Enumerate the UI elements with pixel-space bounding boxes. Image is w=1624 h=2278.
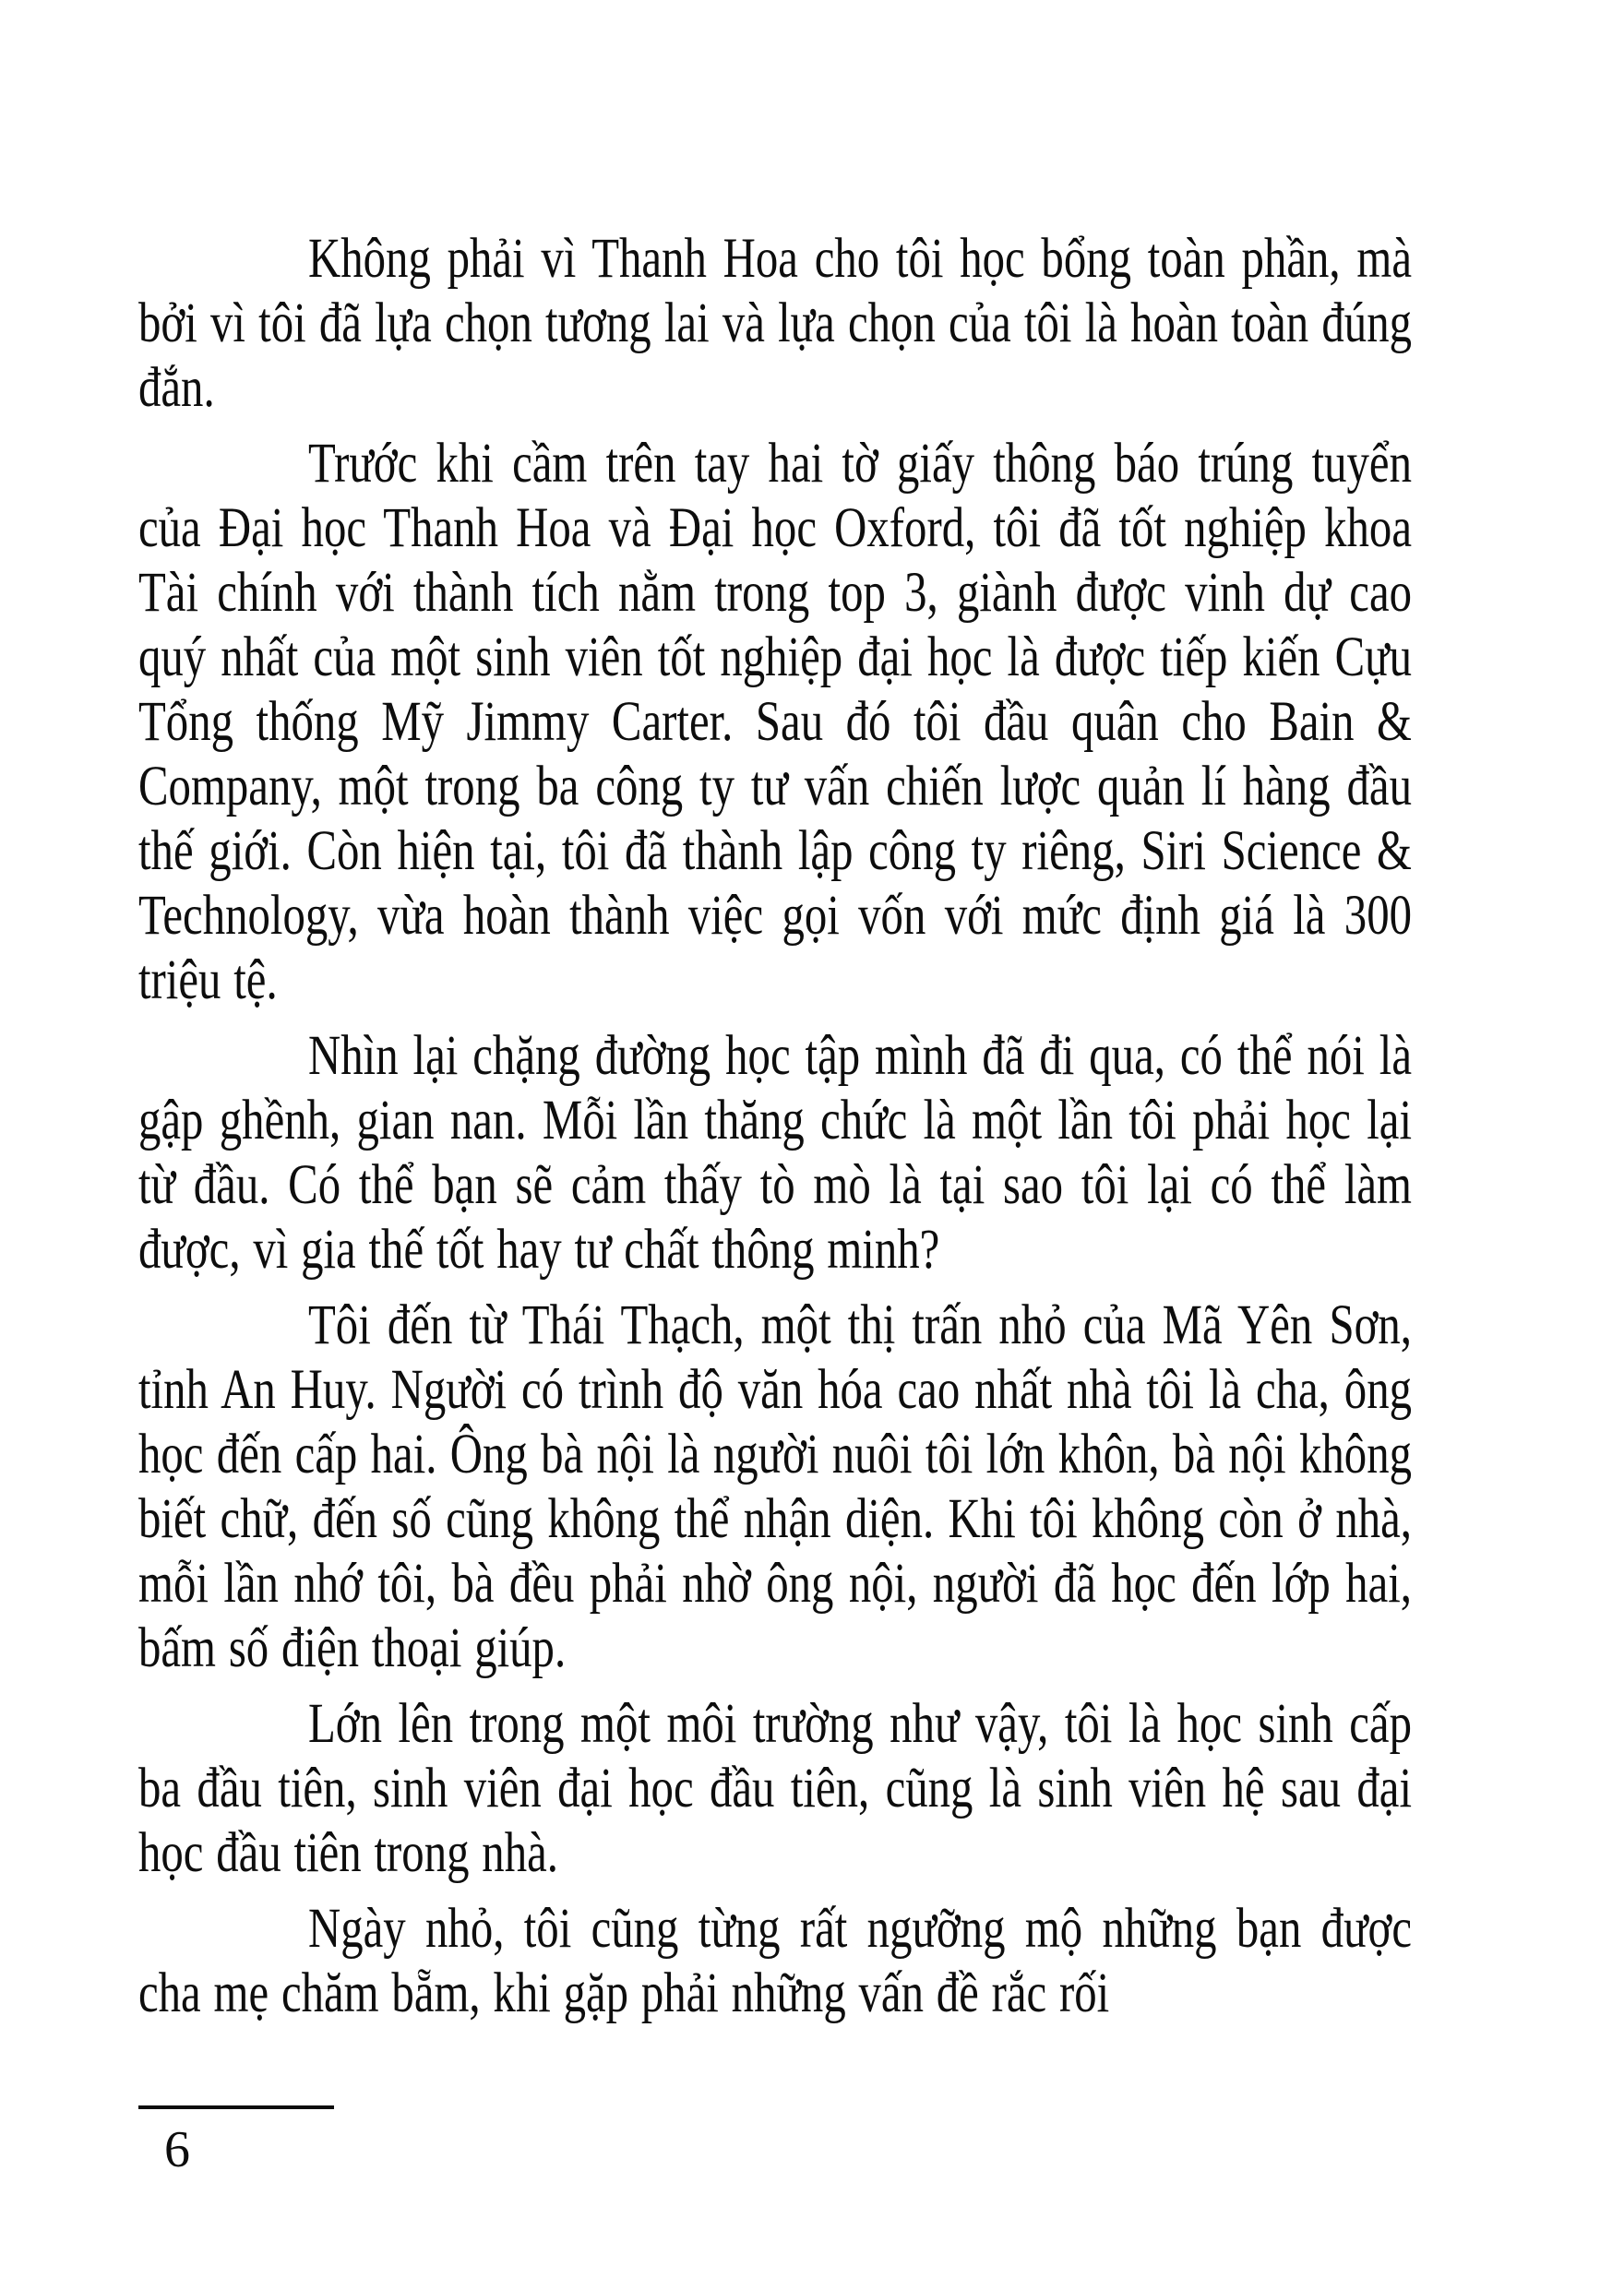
body-paragraph: Tôi đến từ Thái Thạch, một thị trấn nhỏ của Mã Yên Sơn, tỉnh An Huy. Người có trình độ văn hóa cao nhất nhà tôi là cha, ông học đến cấp hai. Ông bà nội là người nuôi tôi lớn khôn, bà nội không biết chữ, đến số cũng không thể nhận diện. Khi tôi không còn ở nhà, mỗi lần nhớ tôi, bà đều phải nhờ ông nội, người đã học đến lớp hai, bấm số điện thoại giúp. [138, 1294, 1412, 1679]
body-paragraph: Lớn lên trong một môi trường như vậy, tôi là học sinh cấp ba đầu tiên, sinh viên đại học đầu tiên, cũng là sinh viên hệ sau đại học đầu tiên trong nhà. [138, 1693, 1412, 1884]
page-text-block [138, 227, 1412, 2037]
body-paragraph: Không phải vì Thanh Hoa cho tôi học bổng toàn phần, mà bởi vì tôi đã lựa chọn tương lai và lựa chọn của tôi là hoàn toàn đúng đắn. [138, 228, 1412, 419]
body-paragraph: Trước khi cầm trên tay hai tờ giấy thông báo trúng tuyển của Đại học Thanh Hoa và Đại học Oxford, tôi đã tốt nghiệp khoa Tài chính với thành tích nằm trong top 3, giành được vinh dự cao quý nhất của một sinh viên tốt nghiệp đại học là được tiếp kiến Cựu Tổng thống Mỹ Jimmy Carter. Sau đó tôi đầu quân cho Bain & Company, một trong ba công ty tư vấn chiến lược quản lí hàng đầu thế giới. Còn hiện tại, tôi đã thành lập công ty riêng, Siri Science & Technology, vừa hoàn thành việc gọi vốn với mức định giá là 300 triệu tệ. [138, 433, 1412, 1011]
page-number: 6 [164, 2121, 190, 2178]
footer-rule [138, 2105, 334, 2109]
body-paragraph: Ngày nhỏ, tôi cũng từng rất ngưỡng mộ những bạn được cha mẹ chăm bẵm, khi gặp phải những vấn đề rắc rối [138, 1898, 1412, 2024]
body-paragraph: Nhìn lại chặng đường học tập mình đã đi qua, có thể nói là gập ghềnh, gian nan. Mỗi lần thăng chức là một lần tôi phải học lại từ đầu. Có thể bạn sẽ cảm thấy tò mò là tại sao tôi lại có thể làm được, vì gia thế tốt hay tư chất thông minh? [138, 1025, 1412, 1281]
page-footer [138, 2105, 378, 2177]
